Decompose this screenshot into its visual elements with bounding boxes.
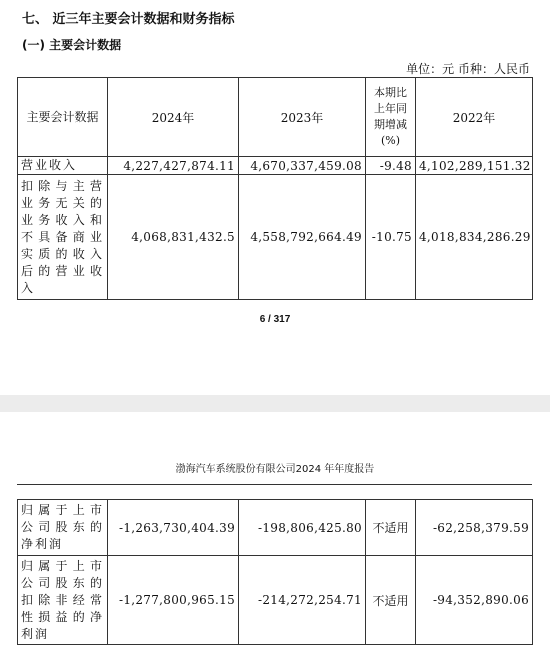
cell-2022: -94,352,890.06 — [416, 556, 533, 645]
table-row — [18, 157, 533, 175]
header-2022: 2022年 — [416, 78, 533, 157]
cell-2022: -62,258,379.59 — [416, 500, 533, 556]
report-header-title: 渤海汽车系统股份有限公司2024 年年度报告 — [175, 464, 375, 475]
row-item: 归属于上市公司股东的净利润 — [18, 500, 108, 556]
cell-2024: -1,277,800,965.15 — [108, 556, 239, 645]
header-2024: 2024年 — [108, 78, 239, 157]
report-page-7 — [0, 412, 550, 646]
accounting-data-table — [17, 77, 533, 300]
cell-2024: 4,227,427,874.11 — [108, 157, 239, 175]
section-title: 七、 近三年主要会计数据和财务指标 — [22, 12, 235, 27]
unit-currency-line: 单位：元 币种：人民币 — [406, 62, 530, 76]
table-row — [18, 556, 533, 645]
table-row — [18, 175, 533, 300]
cell-2023: -214,272,254.71 — [239, 556, 366, 645]
cell-change: 不适用 — [366, 500, 416, 556]
header-divider — [17, 484, 532, 485]
cell-change: 不适用 — [366, 556, 416, 645]
header-2023: 2023年 — [239, 78, 366, 157]
cell-2022: 4,102,289,151.32 — [416, 157, 533, 175]
row-item: 归属于上市公司股东的扣除非经常性损益的净利润 — [18, 556, 108, 645]
page-number: 6 / 317 — [259, 314, 291, 325]
subsection-title: (一) 主要会计数据 — [22, 38, 122, 52]
accounting-data-table-continued — [17, 499, 533, 645]
header-change: 本期比上年同期增减(%) — [366, 78, 416, 157]
cell-2022: 4,018,834,286.29 — [416, 175, 533, 300]
cell-2024: 4,068,831,432.5 — [108, 175, 239, 300]
row-item: 扣除与主营业务无关的业务收入和不具备商业实质的收入后的营业收入 — [18, 175, 108, 300]
cell-2024: -1,263,730,404.39 — [108, 500, 239, 556]
table-header-row — [18, 78, 533, 157]
header-item: 主要会计数据 — [18, 78, 108, 157]
cell-2023: 4,670,337,459.08 — [239, 157, 366, 175]
cell-2023: -198,806,425.80 — [239, 500, 366, 556]
cell-2023: 4,558,792,664.49 — [239, 175, 366, 300]
table-row — [18, 500, 533, 556]
cell-change: -9.48 — [366, 157, 416, 175]
row-item: 营业收入 — [18, 157, 108, 175]
page-gap — [0, 395, 550, 412]
cell-change: -10.75 — [366, 175, 416, 300]
